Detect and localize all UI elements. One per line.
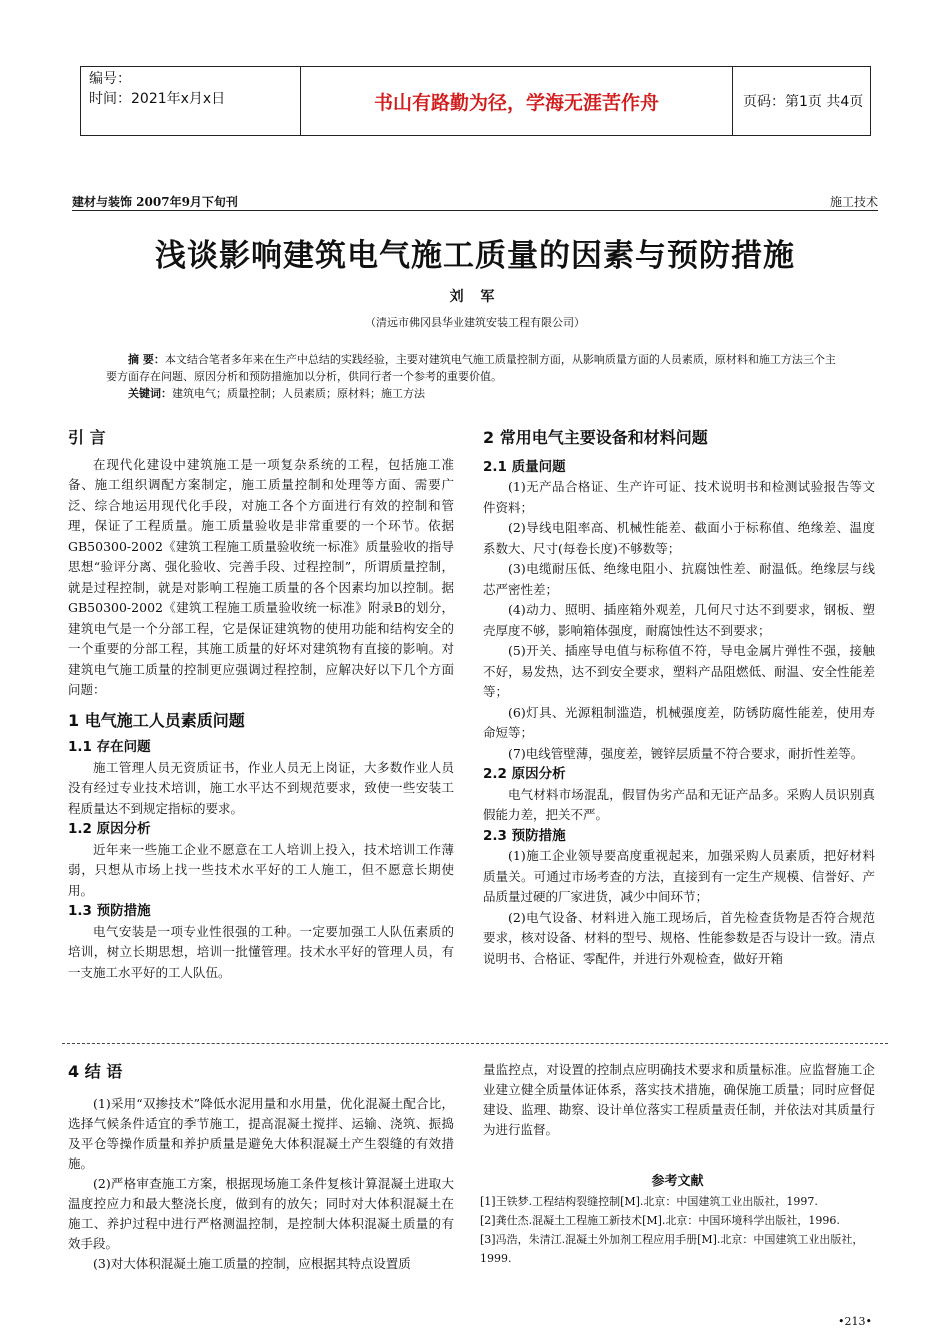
page-number: •213• (838, 1315, 872, 1328)
section-2-3-heading: 2.3 预防措施 (483, 827, 566, 844)
journal-section: 施工技术 (829, 195, 878, 209)
abstract-block (106, 351, 846, 402)
references-title: 参考文献 (651, 1174, 704, 1189)
list-item: (3)电缆耐压低、绝缘电阻小、抗腐蚀性差、耐温低。绝缘层与线芯严密性差； (483, 561, 875, 597)
section-1-3-heading: 1.3 预防措施 (68, 903, 151, 919)
list-item: (1)采用“双掺技术”降低水泥用量和水用量，优化混凝土配合比，选择气候条件适宜的季节施工，提高混凝土搅拌、运输、浇筑、振捣及平仓等操作质量和养护质量是避免大体积混凝土产生裂缝的有效措施。 (68, 1096, 454, 1171)
number-label: 编号： (89, 71, 131, 87)
abstract-text: 本文结合笔者多年来在生产中总结的实践经验，主要对建筑电气施工质量控制方面，从影响质量方面的人员素质，原材料和施工方法三个主要方面存在问题、原因分析和预防措施加以分析，供同行者一个参考的重要价值。 (106, 353, 836, 383)
list-item: (5)开关、插座导电值与标称值不符，导电金属片弹性不强，接触不好，易发热，达不到安全要求，塑料产品阻燃低、耐温、安全性能差等； (483, 643, 875, 699)
section-divider (62, 1043, 888, 1044)
journal-name: 建材与装饰 2007年9月下旬刊 (72, 195, 238, 209)
list-item: (2)电气设备、材料进入施工现场后，首先检查货物是否符合规范要求，核对设备、材料的型号、规格、性能参数是否与设计一致。清点说明书、合格证、零配件，并进行外观检查，做好开箱 (483, 909, 875, 966)
list-item: (2)严格审查施工方案，根据现场施工条件复核计算混凝土进取大温度控应力和最大整浇长度，做到有的放矢；同时对大体积混凝土在施工、养护过程中进行严格测温控制，是控制大体积混凝土质量的有效手段。 (68, 1176, 454, 1251)
header-meta (81, 67, 301, 135)
header-box (80, 66, 871, 136)
article-author: 刘 军 (449, 289, 501, 305)
time-label: 时间：2021年x月x日 (89, 91, 226, 107)
intro-heading: 引 言 (68, 428, 106, 447)
list-item: (2)导线电阻率高、机械性能差、截面小于标称值、绝缘差、温度系数大、尺寸(每卷长度)不够数等； (483, 520, 875, 556)
bottom-right-column (483, 1060, 875, 1140)
right-column (483, 428, 875, 969)
intro-text: 在现代化建设中建筑施工是一项复杂系统的工程，包括施工准备、施工组织调配方案制定，施工质量控制和处理等方面、需要广泛、综合地运用现代化手段，对施工各个方面进行有效的控制和管理，保证了工程质量。施工质量验收是非常重要的一个环节。依据GB50300-2002《建筑工程施工质量验收统一标准》质量验收的指导思想“验评分离、强化验收、完善手段、过程控制”，所谓质量控制，就是过程控制，就是对影响工程施工质量的各个因素均加以控制。据GB50300-2002《建筑工程施工质量验收统一标准》附录B的划分，建筑电气是一个分部工程，它是保证建筑物的使用功能和结构安全的一个重要的分部工程，其施工质量的好坏对建筑物有直接的影响。对建筑电气施工质量的控制更应强调过程控制，应解决好以下几个方面问题： (68, 456, 454, 697)
list-item: (3)对大体积混凝土施工质量的控制，应根据其特点设置质 (93, 1256, 411, 1271)
article-title: 浅谈影响建筑电气施工质量的因素与预防措施 (155, 238, 795, 274)
section-1-2-text: 近年来一些施工企业不愿意在工人培训上投入，技术培训工作薄弱，只想从市场上找一些技术水平好的工人施工，但不愿意长期使用。 (68, 841, 454, 898)
keywords-label: 关键词： (128, 387, 172, 400)
list-item: (1)无产品合格证、生产许可证、技术说明书和检测试验报告等文件资料； (483, 479, 875, 515)
list-item: (7)电线管壁薄，强度差，镀锌层质量不符合要求，耐折性差等。 (508, 745, 864, 761)
section-2-1-heading: 2.1 质量问题 (483, 458, 566, 475)
abstract-label: 摘 要： (128, 353, 165, 366)
references-list (480, 1192, 875, 1268)
reference-item: [1]王铁梦.工程结构裂缝控制[M].北京：中国建筑工业出版社，1997. (480, 1195, 818, 1208)
motto: 书山有路勤为径，学海无涯苦作舟 (301, 67, 733, 135)
list-item: (1)施工企业领导要高度重视起来，加强采购人员素质，把好材料质量关。可通过市场考查的方法，直接到有一定生产规模、信誉好、产品质量过硬的厂家进货，减少中间环节； (483, 848, 875, 904)
section-1-heading: 1 电气施工人员素质问题 (68, 710, 245, 730)
section-2-2-heading: 2.2 原因分析 (483, 766, 566, 782)
section-1-2-heading: 1.2 原因分析 (68, 821, 151, 837)
reference-item: [3]冯浩，朱清江.混凝土外加剂工程应用手册[M].北京：中国建筑工业出版社，1999. (480, 1233, 864, 1265)
section-4-heading: 4 结 语 (68, 1062, 123, 1081)
section-2-heading: 2 常用电气主要设备和材料问题 (483, 428, 708, 447)
reference-item: [2]龚仕杰.混凝土工程施工新技术[M].北京：中国环境科学出版社，1996. (480, 1214, 840, 1227)
section-1-3-text: 电气安装是一项专业性很强的工种。一定要加强工人队伍素质的培训，树立长期思想，培训一批懂管理。技术水平好的管理人员，有一支施工水平好的工人队伍。 (68, 923, 454, 980)
list-item: (6)灯具、光源粗制滥造，机械强度差，防锈防腐性能差，使用寿命短等； (483, 704, 875, 740)
page-info: 页码：第1页 共4页 (743, 94, 864, 110)
journal-header (72, 190, 878, 211)
section-2-2-text: 电气材料市场混乱，假冒伪劣产品和无证产品多。采购人员识别真假能力差，把关不严。 (483, 786, 875, 822)
bottom-right-text: 量监控点，对设置的控制点应明确技术要求和质量标准。应监督施工企业建立健全质量体证体系，落实技术措施，确保施工质量；同时应督促建设、监理、勘察、设计单位落实工程质量责任制，并依法对其质量行为进行监督。 (483, 1062, 875, 1137)
article-affiliation: （清远市佛冈县华业建筑安装工程有限公司） (365, 316, 585, 329)
keywords-text: 建筑电气；质量控制；人员素质；原材料；施工方法 (172, 387, 425, 400)
section-1-1-text: 施工管理人员无资质证书，作业人员无上岗证，大多数作业人员没有经过专业技术培训，施工水平达不到规范要求，致使一些安装工程质量达不到规定指标的要求。 (68, 759, 454, 816)
bottom-left-column (68, 1062, 454, 1274)
list-item: (4)动力、照明、插座箱外观差，几何尺寸达不到要求，钢板、塑壳厚度不够，影响箱体强度，耐腐蚀性达不到要求； (483, 602, 875, 638)
left-column (68, 428, 454, 983)
section-1-1-heading: 1.1 存在问题 (68, 739, 151, 755)
